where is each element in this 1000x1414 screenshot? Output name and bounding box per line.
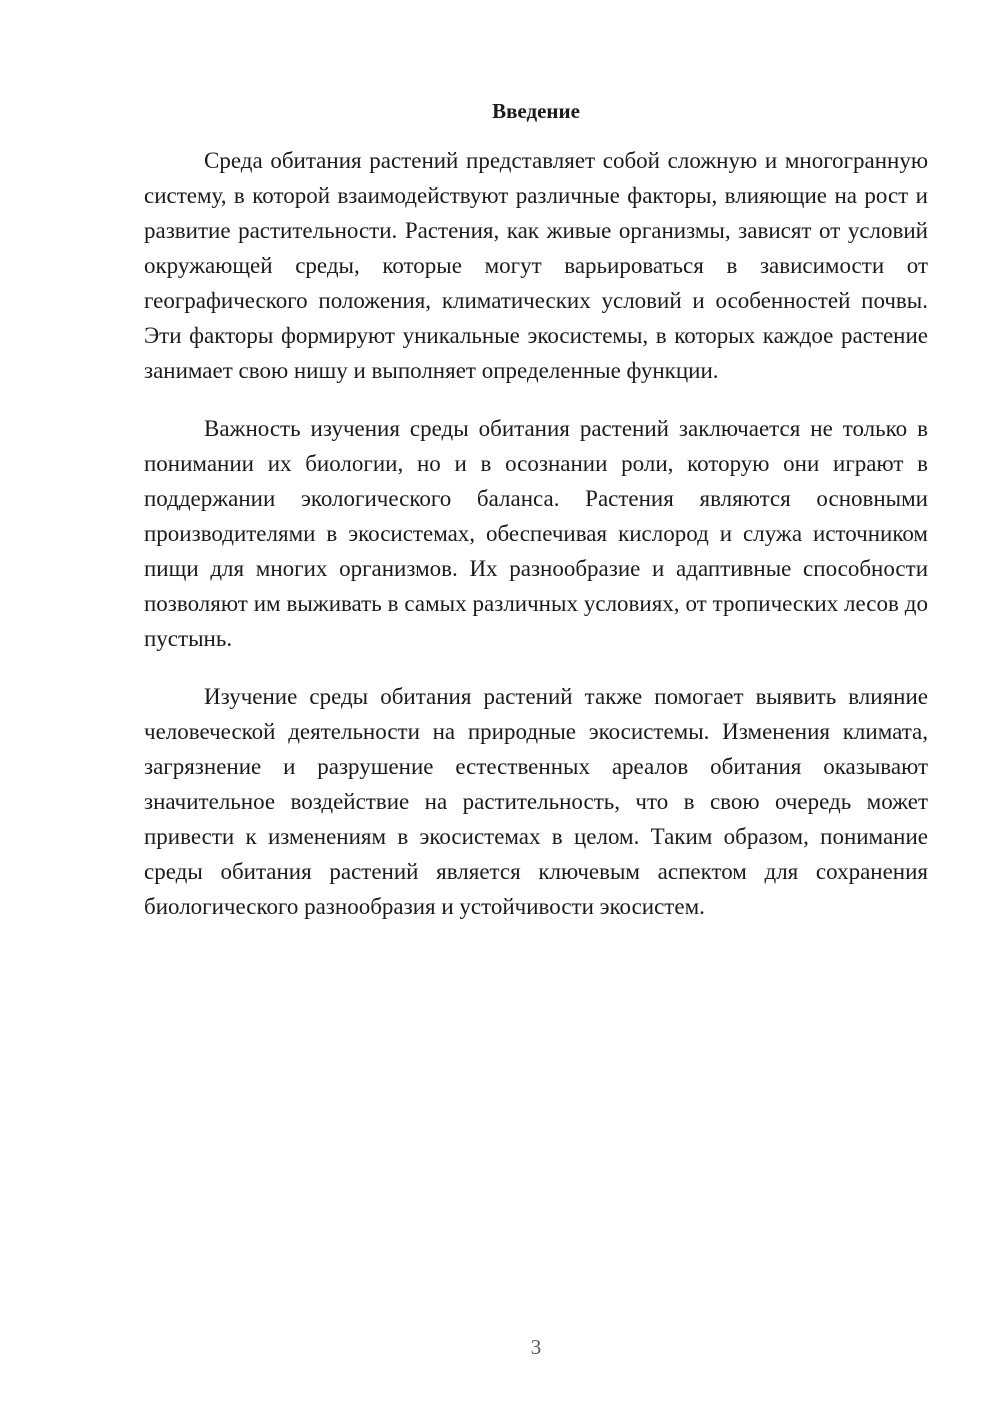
paragraph-2: Важность изучения среды обитания растений заключается не только в понимании их биологии, но и в осознании роли, которую они играют в поддержании экологического баланса. Растения являются основными производителями в экосистемах, обеспечивая кислород и служа источником пищи для многих организмов. Их разнообразие и адаптивные способности позволяют им выживать в самых различных условиях, от тропических лесов до пустынь.	[144, 416, 928, 651]
section-heading: Введение	[492, 99, 580, 123]
body-text	[144, 143, 928, 947]
page-number: 3	[530, 1335, 542, 1359]
paragraph-1: Среда обитания растений представляет собой сложную и многогранную систему, в которой взаимодействуют различные факторы, влияющие на рост и развитие растительности. Растения, как живые организмы, зависят от условий окружающей среды, которые могут варьироваться в зависимости от географического положения, климатических условий и особенностей почвы. Эти факторы формируют уникальные экосистемы, в которых каждое растение занимает свою нишу и выполняет определенные функции.	[144, 148, 928, 383]
paragraph-3: Изучение среды обитания растений также помогает выявить влияние человеческой деятельности на природные экосистемы. Изменения климата, загрязнение и разрушение естественных ареалов обитания оказывают значительное воздействие на растительность, что в свою очередь может привести к изменениям в экосистемах в целом. Таким образом, понимание среды обитания растений является ключевым аспектом для сохранения биологического разнообразия и устойчивости экосистем.	[144, 684, 928, 919]
